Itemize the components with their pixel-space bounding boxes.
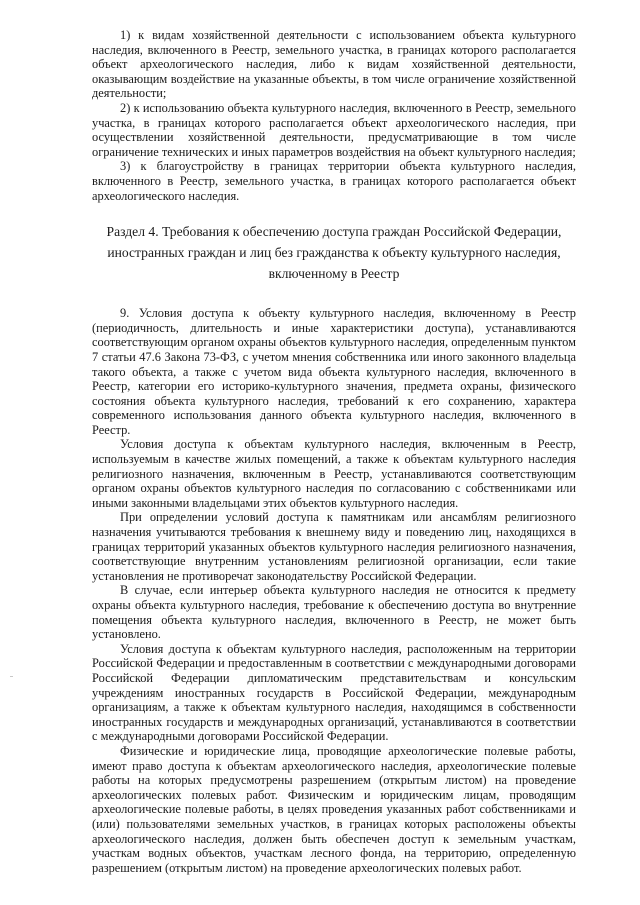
section-heading (92, 221, 576, 284)
section-heading-line-1: Раздел 4. Требования к обеспечению доступа граждан Российской Федерации, (106, 224, 562, 240)
paragraph-diplomatic: Условия доступа к объектам культурного наследия, расположенным на территории Российской Федерации и предоставленным в соответствии с международными договорами Российской Федерации дипломатическим представительствам и консульским учреждениям иностранных государств в Российской Федерации, международным организациям, а также к объектам культурного наследия, находящимся в собственности иностранных государств и международных организаций, устанавливаются в соответствии с международными договорами Российской Федерации. (92, 641, 576, 744)
document-page (92, 28, 576, 875)
list-item-3: 3) к благоустройству в границах территории объекта культурного наследия, включенного в Реестр, земельного участка, в границах которого располагается объект археологического наследия. (92, 159, 576, 203)
list-item-1: 1) к видам хозяйственной деятельности с использованием объекта культурного наследия, включенного в Реестр, земельного участка, в границах которого располагается объект археологического наследия, либо к видам хозяйственной деятельности, оказывающим воздействие на указанные объекты, в том числе ограничение хозяйственной деятельности; (92, 28, 576, 101)
paragraph-religious-requirements: При определении условий доступа к памятникам или ансамблям религиозного назначения учитываются требования к внешнему виду и поведению лиц, находящихся в границах территорий указанных объектов культурного наследия религиозного назначения, соответствующие внутренним установлениям религиозной организации, если такие установления не противоречат законодательству Российской Федерации. (92, 510, 576, 583)
section-heading-line-2: иностранных граждан и лиц без гражданства к объекту культурного наследия, (107, 245, 561, 261)
scan-speck (10, 676, 13, 677)
paragraph-interior: В случае, если интерьер объекта культурного наследия не относится к предмету охраны объекта культурного наследия, требование к обеспечению доступа во внутренние помещения объекта культурного наследия, включенного в Реестр, не может быть установлено. (92, 583, 576, 642)
section-heading-line-3: включенному в Реестр (268, 266, 400, 282)
paragraph-residential-access: Условия доступа к объектам культурного наследия, включенным в Реестр, используемым в качестве жилых помещений, а также к объектам культурного наследия религиозного назначения, включенным в Реестр, устанавливаются соответствующим органом охраны объектов культурного наследия по согласованию с собственниками или иными законными владельцами этих объектов культурного наследия. (92, 437, 576, 510)
paragraph-9: 9. Условия доступа к объекту культурного наследия, включенному в Реестр (периодичность, длительность и иные характеристики доступа), устанавливаются соответствующим органом охраны объектов культурного наследия, определенным пунктом 7 статьи 47.6 Закона 73-ФЗ, с учетом мнения собственника или иного законного владельца такого объекта, а также с учетом вида объекта культурного наследия, включенного в Реестр, категории его историко-культурного значения, предмета охраны, физического состояния объекта культурного наследия, требований к его сохранению, характера современного использования данного объекта культурного наследия, включенного в Реестр. (92, 306, 576, 437)
paragraph-archaeological-works: Физические и юридические лица, проводящие археологические полевые работы, имеют право доступа к объектам археологического наследия, археологические полевые работы на которых предусмотрены разрешением (открытым листом) на проведение археологических полевых работ. Физическим и юридическим лицам, проводящим археологические полевые работы, в целях проведения указанных работ собственниками и (или) пользователями земельных участков, в границах которых расположены объекты археологического наследия, должен быть обеспечен доступ к земельным участкам, участкам водных объектов, участкам лесного фонда, на территорию, определенную разрешением (открытым листом) на проведение археологических полевых работ. (92, 743, 576, 875)
list-item-2: 2) к использованию объекта культурного наследия, включенного в Реестр, земельного участка, в границах которого располагается объект археологического наследия, при осуществлении хозяйственной деятельности, предусматривающие в том числе ограничение технических и иных параметров воздействия на объект культурного наследия; (92, 100, 576, 159)
